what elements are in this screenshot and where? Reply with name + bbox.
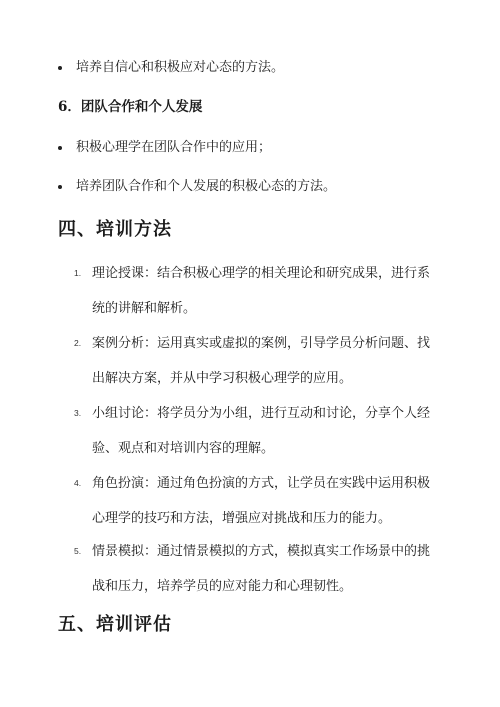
numbered-list-item xyxy=(74,466,437,536)
numbered-list-item xyxy=(74,256,437,326)
list-item-text: 小组讨论：将学员分为小组，进行互动和讨论，分享个人经 xyxy=(92,406,431,421)
list-item-text: 出解决方案，并从中学习积极心理学的应用。 xyxy=(92,371,353,386)
numbered-list-item xyxy=(74,396,437,466)
subsection-heading: 6．团队合作和个人发展 xyxy=(58,99,203,115)
list-item-text: 统的讲解和解析。 xyxy=(92,301,197,316)
list-item-text: 积极心理学在团队合作中的应用； xyxy=(76,140,272,155)
bullet-icon xyxy=(58,185,62,189)
list-number: 5. xyxy=(74,546,82,556)
list-item-text: 培养自信心和积极应对心态的方法。 xyxy=(76,60,285,75)
list-number: 4. xyxy=(74,478,82,488)
list-item xyxy=(76,59,284,76)
list-item-text: 情景模拟：通过情景模拟的方式，模拟真实工作场景中的挑 xyxy=(92,544,431,559)
list-item-text: 培养团队合作和个人发展的积极心态的方法。 xyxy=(76,179,337,194)
list-item-text: 角色扮演：通过角色扮演的方式，让学员在实践中运用积极 xyxy=(92,476,431,491)
list-number: 3. xyxy=(74,408,82,418)
list-item-text: 心理学的技巧和方法，增强应对挑战和压力的能力。 xyxy=(92,511,392,526)
list-item-text: 验、观点和对培训内容的理解。 xyxy=(92,441,275,456)
numbered-list-item xyxy=(74,534,437,604)
list-item-text: 案例分析：运用真实或虚拟的案例，引导学员分析问题、找 xyxy=(92,336,431,351)
bullet-icon xyxy=(58,66,62,70)
bullet-icon xyxy=(58,146,62,150)
list-item xyxy=(76,139,271,156)
section-heading: 四、培训方法 xyxy=(58,219,172,240)
list-item-text: 战和压力，培养学员的应对能力和心理韧性。 xyxy=(92,579,353,594)
list-item-text: 理论授课：结合积极心理学的相关理论和研究成果，进行系 xyxy=(92,266,431,281)
list-item xyxy=(76,178,336,195)
numbered-list-item xyxy=(74,326,437,396)
list-number: 2. xyxy=(74,338,82,348)
section-heading: 五、培训评估 xyxy=(58,614,172,635)
list-number: 1. xyxy=(74,268,82,278)
